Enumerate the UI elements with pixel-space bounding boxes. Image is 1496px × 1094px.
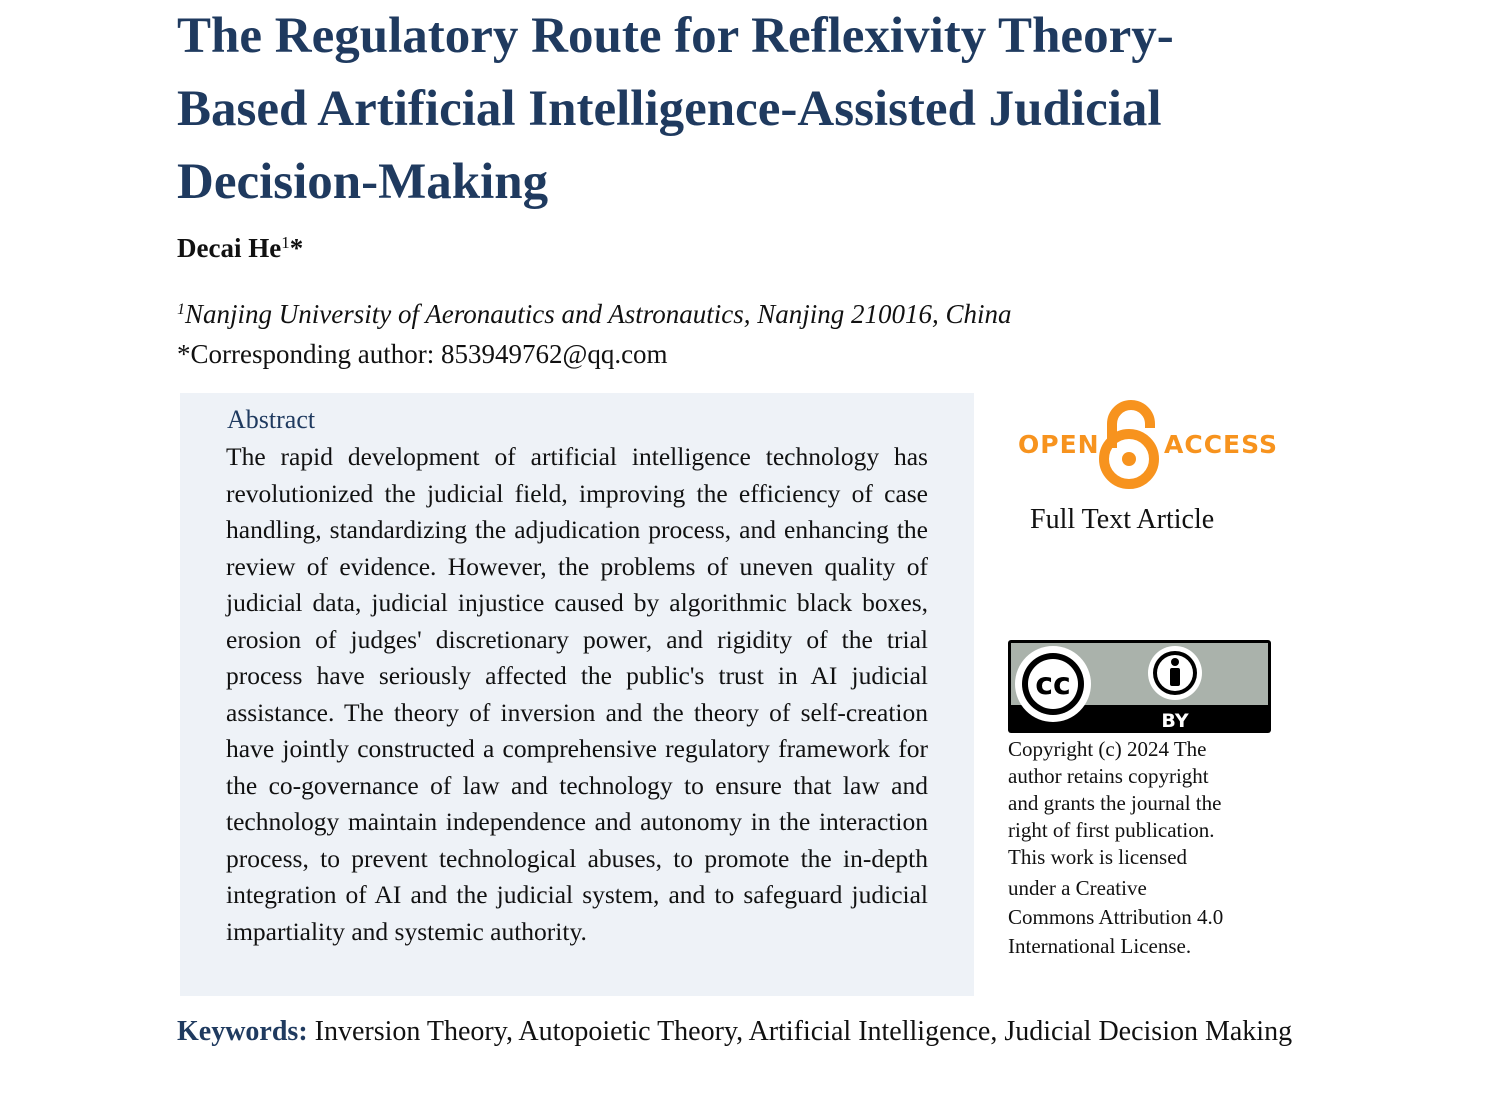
keywords	[177, 1012, 1314, 1052]
affiliation-text: Nanjing University of Aeronautics and Astronautics, Nanjing 210016, China	[185, 299, 1012, 329]
abstract-text: The rapid development of artificial intelligence technology has revolutionized the judicial field, improving the efficiency of case handling, standardizing the adjudication process, and enhancing the review of evidence. However, the problems of uneven quality of judicial data, judicial injustice caused by algorithmic black boxes, erosion of judges' discretionary power, and rigidity of the trial process have seriously affected the public's trust in AI judicial assistance. The theory of inversion and the theory of self-creation have jointly constructed a comprehensive regulatory framework for the co-governance of law and technology to ensure that law and technology maintain independence and autonomy in the interaction process, to prevent technological abuses, to promote the in-depth integration of AI and the judicial system, and to safeguard judicial impartiality and systemic authority.	[226, 442, 928, 946]
author-mark: *	[289, 233, 304, 263]
open-lock-icon	[1098, 398, 1164, 492]
copyright-line-4: right of first publication.	[1008, 818, 1215, 842]
by-label: BY	[1161, 710, 1189, 732]
open-access-word-right: ACCESS	[1164, 430, 1279, 459]
full-text-article-label: Full Text Article	[1030, 504, 1215, 535]
copyright-line-5: This work is licensed	[1008, 845, 1188, 869]
copyright-line-8: International License.	[1008, 934, 1192, 958]
title-line-1: The Regulatory Route for Reflexivity Theory-	[177, 8, 1174, 64]
copyright-line-7: Commons Attribution 4.0	[1008, 905, 1224, 929]
keywords-label: Keywords:	[177, 1016, 308, 1047]
affiliation-superscript: 1	[177, 301, 185, 318]
author-line	[177, 230, 303, 266]
author-name: Decai He	[177, 233, 282, 263]
corresponding-author: *Corresponding author: 853949762@qq.com	[177, 339, 668, 369]
paper-title	[177, 0, 1317, 219]
title-line-2: Based Artificial Intelligence-Assisted Judicial	[177, 81, 1162, 137]
person-icon-body	[1170, 668, 1180, 686]
open-access-word-left: OPEN	[1018, 430, 1100, 459]
title-line-3: Decision-Making	[177, 154, 549, 210]
affiliation	[177, 296, 1012, 332]
abstract-heading: Abstract	[227, 405, 316, 434]
copyright-line-2: author retains copyright	[1008, 764, 1209, 788]
person-icon-head	[1171, 658, 1179, 666]
copyright-notice	[1008, 736, 1268, 960]
copyright-line-3: and grants the journal the	[1008, 791, 1222, 815]
cc-by-license-badge[interactable]	[1008, 640, 1271, 733]
open-access-logo	[1016, 398, 1279, 494]
keywords-text: Inversion Theory, Autopoietic Theory, Artificial Intelligence, Judicial Decision Making	[314, 1016, 1293, 1047]
copyright-line-6: under a Creative	[1008, 876, 1147, 900]
abstract-box	[180, 393, 974, 996]
author-superscript: 1	[281, 233, 290, 252]
cc-icon: cc	[1035, 667, 1071, 702]
copyright-line-1: Copyright (c) 2024 The	[1008, 737, 1207, 761]
